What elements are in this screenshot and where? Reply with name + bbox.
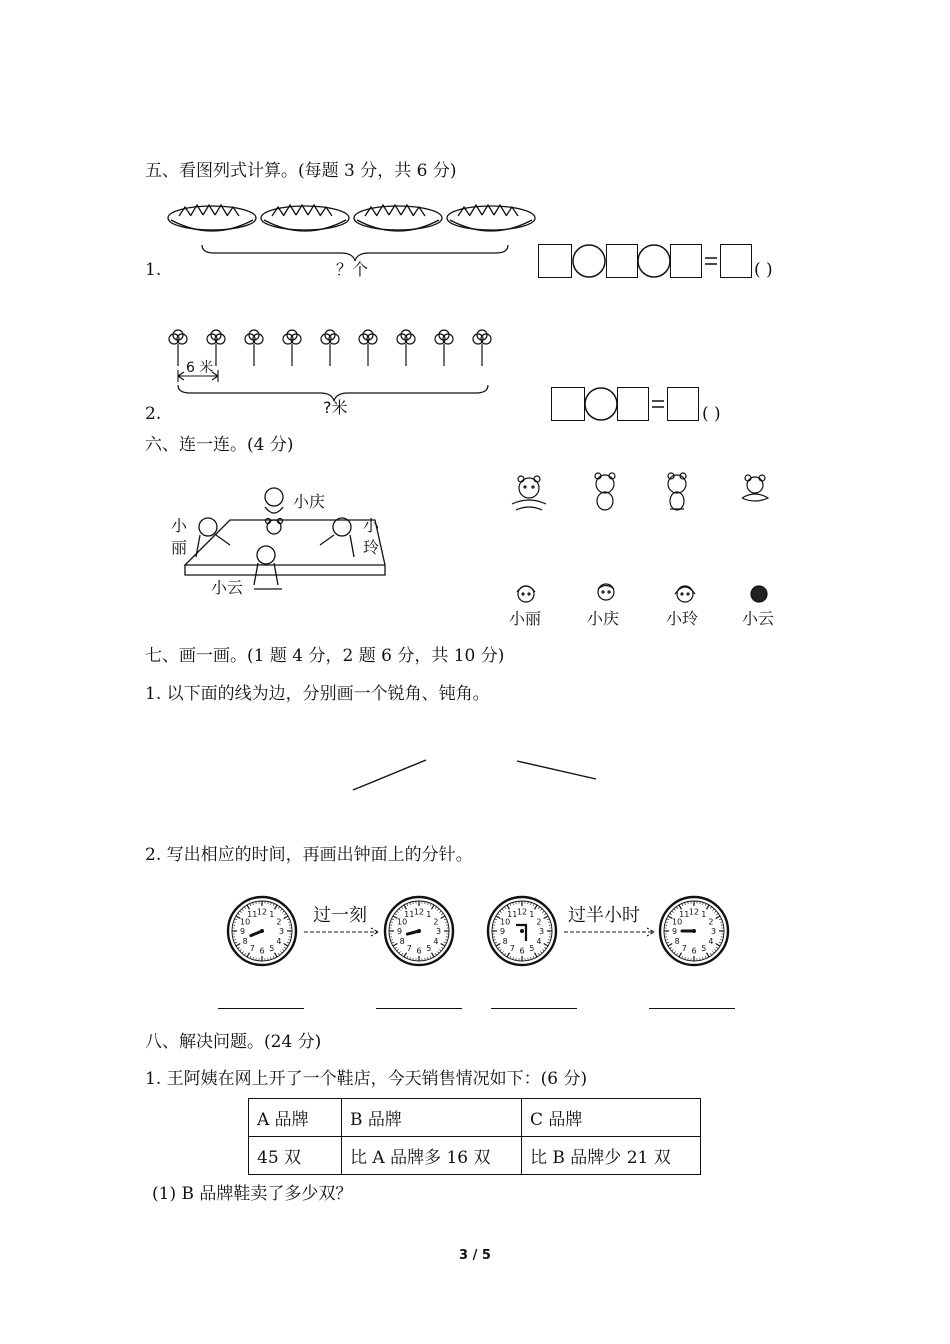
q1-operator-circle-1[interactable] (572, 244, 606, 278)
clock-number: 1 (426, 910, 432, 920)
section5-title: 五、看图列式计算。(每题 3 分，共 6 分) (145, 161, 457, 181)
kid-label-1: 小丽 (509, 609, 542, 628)
clock-number: 3 (710, 927, 717, 936)
clock-number: 1 (529, 910, 535, 920)
clock-number: 10 (397, 917, 408, 927)
q2-result-box[interactable] (667, 387, 699, 421)
clock-number: 7 (509, 943, 515, 953)
time-answer-line-1[interactable] (218, 1008, 304, 1009)
kid-face-xiaoqing[interactable] (593, 580, 619, 604)
kid-label-3: 小玲 (666, 609, 699, 628)
clock-number: 7 (406, 943, 412, 953)
clock-number: 12 (516, 907, 528, 917)
time-answer-line-2[interactable] (376, 1008, 462, 1009)
clock-number: 10 (500, 917, 511, 927)
teddy-view-2[interactable] (590, 472, 620, 512)
sales-table (248, 1098, 701, 1175)
clock-number: 10 (240, 917, 251, 927)
scene-name-left-1: 小 (171, 516, 188, 535)
section8-title: 八、解决问题。(24 分) (145, 1032, 322, 1052)
scene-name-bottom: 小云 (211, 578, 244, 597)
scene-name-right-2: 玲 (363, 538, 380, 557)
clock-number: 7 (249, 943, 255, 953)
spacing-label: 6 米 (186, 360, 214, 376)
q1-answer-box-1[interactable] (538, 244, 572, 278)
q1-number: 1. (145, 260, 162, 280)
scene-name-left-2: 丽 (171, 538, 188, 557)
section7-title: 七、画一画。(1 题 4 分，2 题 6 分，共 10 分) (145, 646, 505, 666)
clock-number: 6 (259, 946, 265, 956)
clock-number: 2 (536, 917, 542, 927)
q2-unit-paren[interactable]: ( ) (702, 404, 721, 424)
clock-number: 9 (499, 927, 506, 936)
clock-number: 5 (269, 943, 275, 953)
angle-side-line-2[interactable] (514, 758, 600, 782)
q2-equals-sign (651, 399, 665, 409)
clock-number: 4 (536, 936, 542, 946)
clock-number: 2 (276, 917, 282, 927)
clock-1[interactable] (226, 895, 298, 967)
plates-brace-label: ？个 (336, 260, 369, 279)
q1-answer-box-3[interactable] (670, 244, 702, 278)
clock-number: 8 (399, 936, 405, 946)
arrow-2-label: 过半小时 (568, 905, 640, 926)
arrow-1-label: 过一刻 (313, 905, 367, 926)
clock-number: 10 (672, 917, 683, 927)
kid-label-4: 小云 (742, 609, 775, 628)
q2-answer-box-2[interactable] (617, 387, 649, 421)
scene-name-right-1: 小 (363, 516, 380, 535)
clock-number: 5 (529, 943, 535, 953)
clock-number: 12 (256, 907, 268, 917)
q1-result-box[interactable] (720, 244, 752, 278)
clock-number: 11 (507, 910, 518, 920)
clock-number: 5 (701, 943, 707, 953)
table-value-a: 45 双 (249, 1137, 342, 1175)
clock-number: 4 (276, 936, 282, 946)
clock-number: 3 (435, 927, 442, 936)
kid-face-xiaoling[interactable] (672, 582, 698, 606)
clock-number: 2 (708, 917, 714, 927)
arrow-1 (302, 926, 382, 938)
section7-q1: 1. 以下面的线为边，分别画一个锐角、钝角。 (145, 684, 490, 704)
clock-number: 8 (242, 936, 248, 946)
clock-number: 3 (278, 927, 285, 936)
q1-operator-circle-2[interactable] (637, 244, 671, 278)
trees-illustration (165, 330, 500, 370)
kid-label-2: 小庆 (587, 609, 620, 628)
section6-title: 六、连一连。(4 分) (145, 435, 294, 455)
strawberry-plates-illustration (165, 196, 535, 244)
clock-number: 11 (679, 910, 690, 920)
clock-number: 12 (688, 907, 700, 917)
q2-answer-box-1[interactable] (551, 387, 585, 421)
q2-operator-circle[interactable] (584, 387, 618, 421)
table-value-b: 比 A 品牌多 16 双 (342, 1137, 522, 1175)
kid-face-xiaoli[interactable] (513, 582, 539, 606)
teddy-view-3[interactable] (662, 472, 692, 512)
q1-answer-box-2[interactable] (606, 244, 638, 278)
clock-number: 1 (701, 910, 707, 920)
clock-number: 5 (426, 943, 432, 953)
clock-number: 8 (502, 936, 508, 946)
teddy-view-4[interactable] (738, 474, 772, 506)
time-answer-line-4[interactable] (649, 1008, 735, 1009)
clock-number: 11 (247, 910, 258, 920)
clock-number: 3 (538, 927, 545, 936)
kid-face-xiaoyun[interactable] (746, 582, 772, 606)
time-answer-line-3[interactable] (491, 1008, 577, 1009)
clock-3[interactable] (486, 895, 558, 967)
q1-equals-sign (704, 256, 718, 266)
section7-q2: 2. 写出相应的时间，再画出钟面上的分针。 (145, 845, 473, 865)
clock-4[interactable] (658, 895, 730, 967)
page-number: 3 / 5 (459, 1248, 491, 1263)
clock-number: 1 (269, 910, 275, 920)
q2-number: 2. (145, 404, 162, 424)
teddy-view-1[interactable] (508, 474, 550, 514)
clock-number: 9 (239, 927, 246, 936)
arrow-2 (562, 926, 658, 938)
clock-number: 6 (691, 946, 697, 956)
table-header-a: A 品牌 (249, 1099, 342, 1137)
clock-number: 4 (433, 936, 439, 946)
trees-brace-label: ?米 (323, 398, 348, 417)
table-row (249, 1137, 701, 1175)
clock-number: 4 (708, 936, 714, 946)
table-header-b: B 品牌 (342, 1099, 522, 1137)
q1-unit-paren[interactable]: ( ) (754, 260, 773, 280)
table-header-c: C 品牌 (522, 1099, 701, 1137)
clock-number: 7 (681, 943, 687, 953)
clock-number: 11 (404, 910, 415, 920)
clock-number: 8 (674, 936, 680, 946)
clock-number: 9 (396, 927, 403, 936)
table-value-c: 比 B 品牌少 21 双 (522, 1137, 701, 1175)
scene-name-top: 小庆 (293, 492, 326, 511)
clock-number: 9 (671, 927, 678, 936)
clock-number: 6 (416, 946, 422, 956)
clock-2[interactable] (383, 895, 455, 967)
clock-number: 6 (519, 946, 525, 956)
table-row (249, 1099, 701, 1137)
section8-sub1: (1) B 品牌鞋卖了多少双？ (152, 1184, 353, 1204)
clock-number: 2 (433, 917, 439, 927)
clock-number: 12 (413, 907, 425, 917)
angle-side-line-1[interactable] (350, 757, 430, 793)
section8-q1: 1. 王阿姨在网上开了一个鞋店，今天销售情况如下：(6 分) (145, 1069, 588, 1089)
